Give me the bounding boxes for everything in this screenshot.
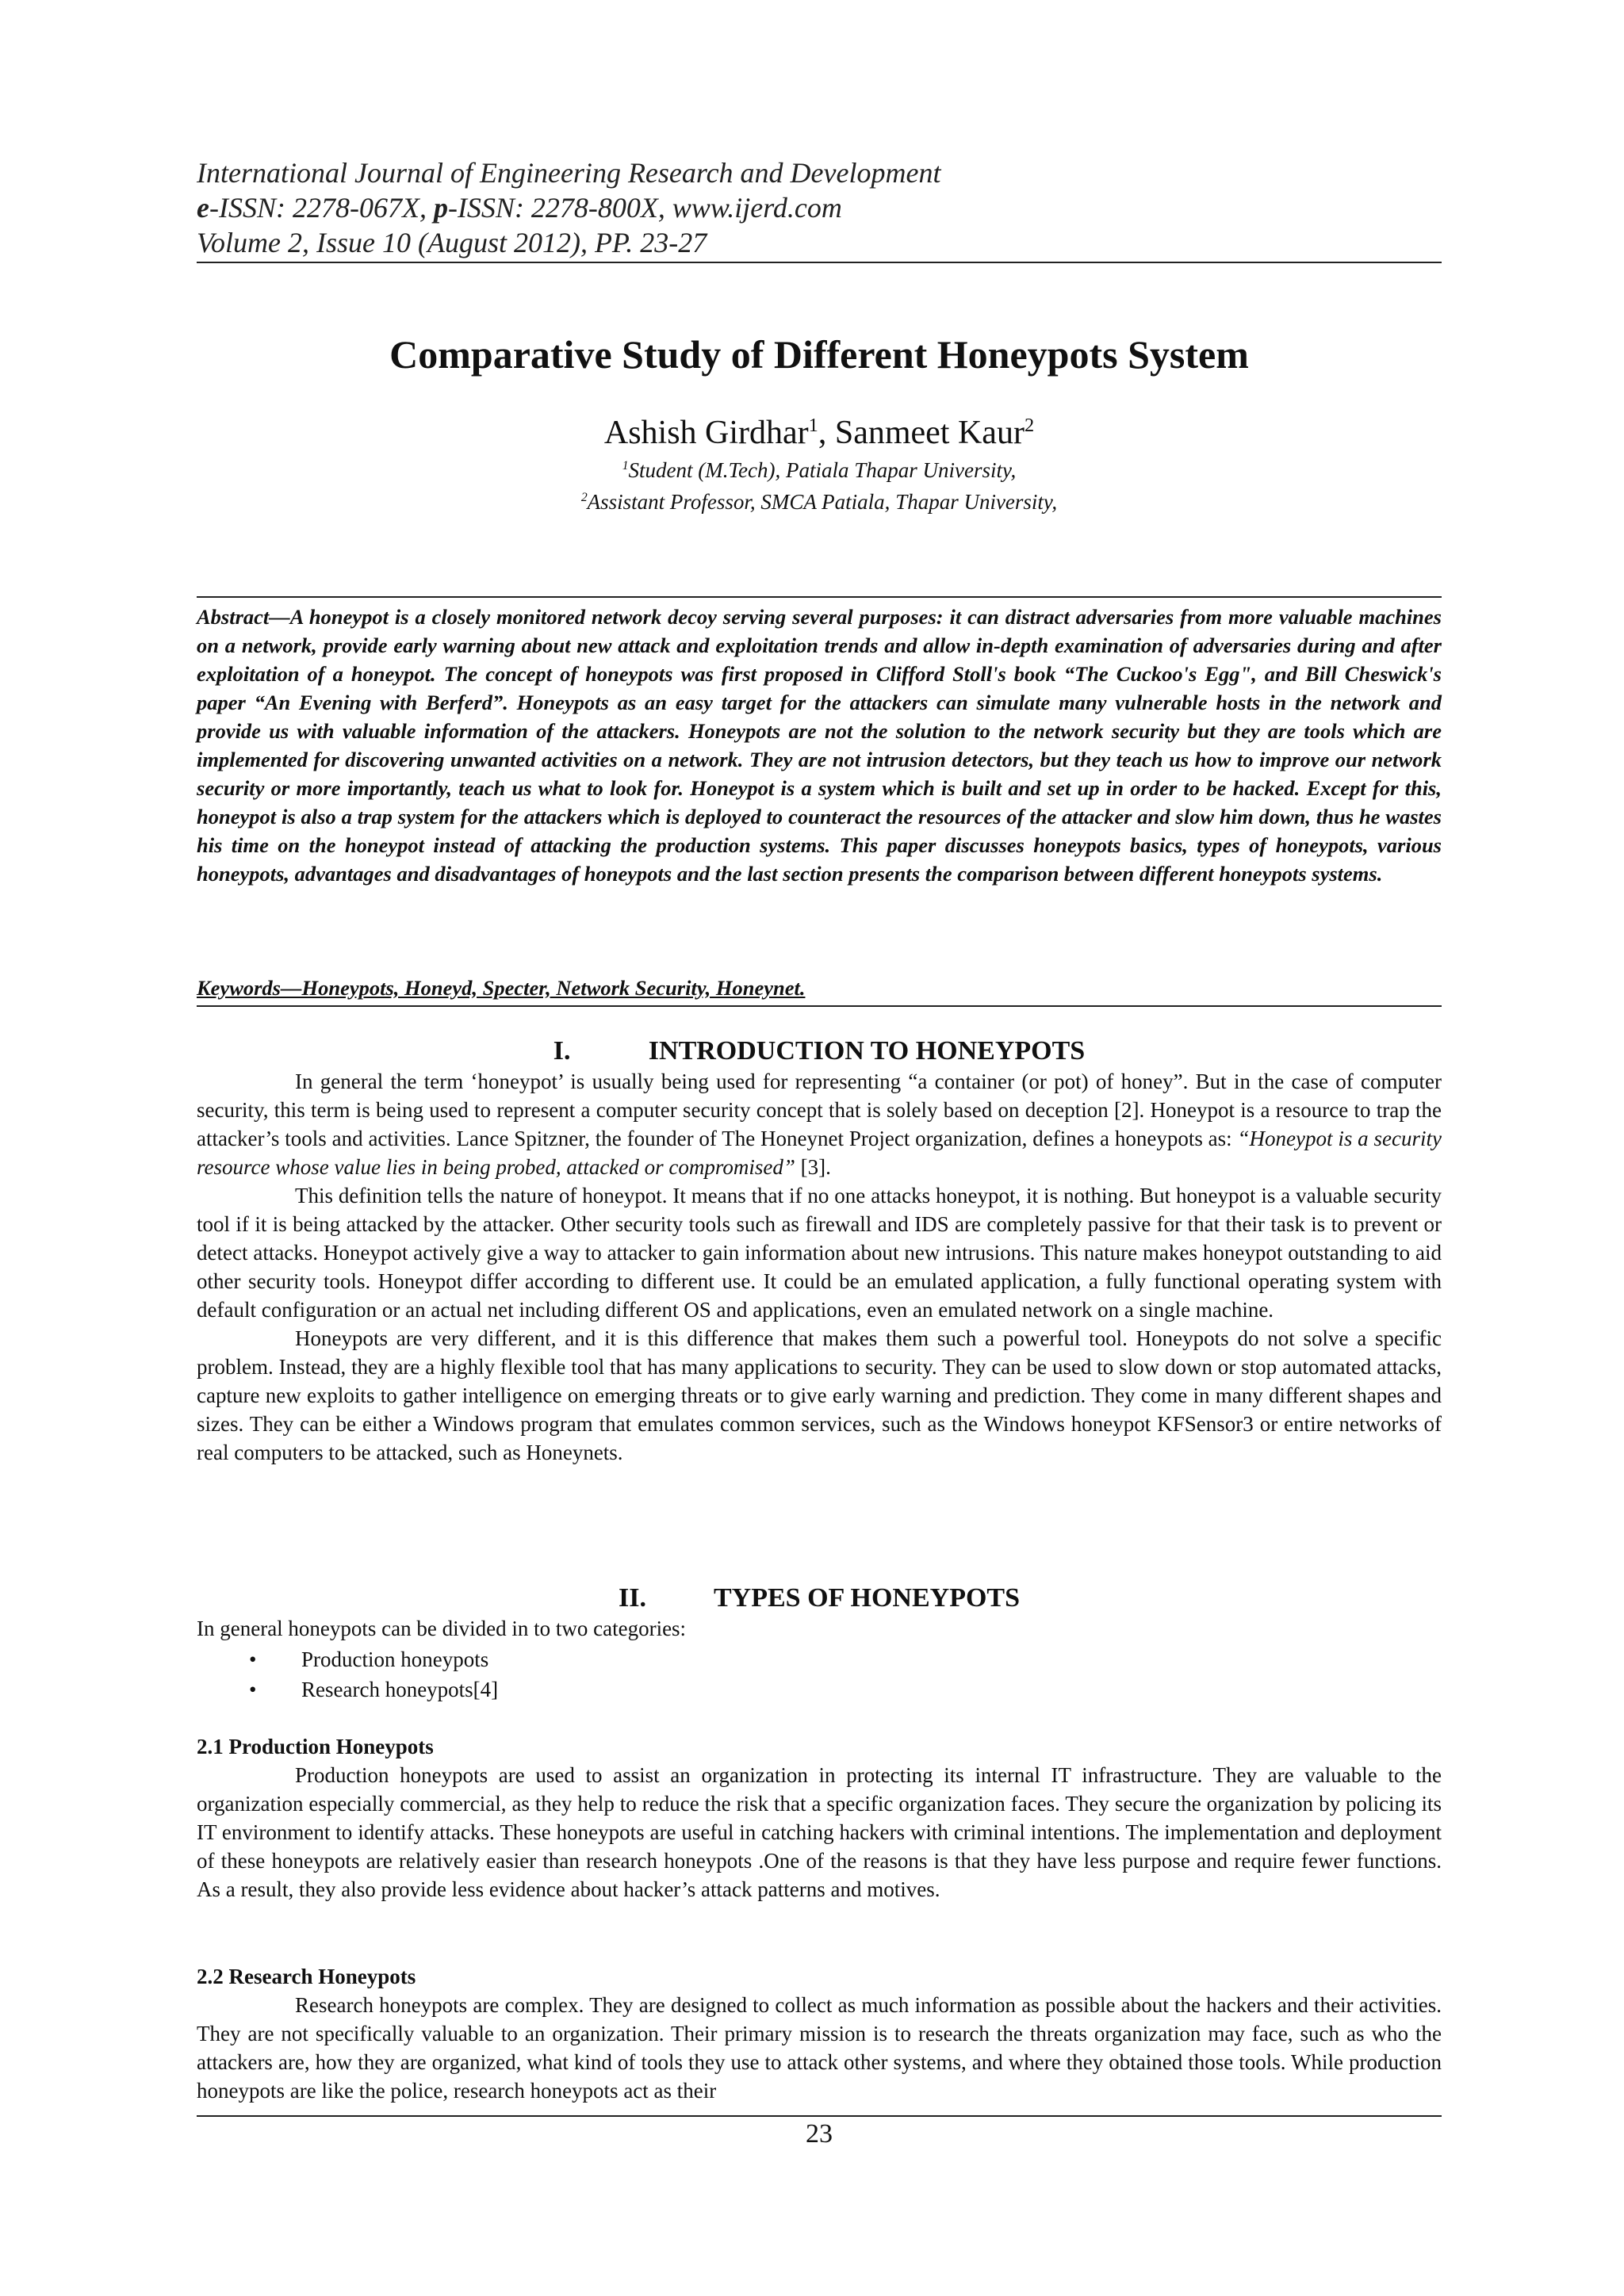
types-list (249, 1644, 1359, 1705)
section-1-paragraph-2: This definition tells the nature of honeypot. It means that if no one attacks honeypot, it is nothing. But honeypot is a valuable security tool if it is being attacked by the attacker. Other security tools such as firewall and IDS are completely passive for that their task is to prevent or detect attacks. Honeypot actively give a way to attacker to gain information about new intrusions. This nature makes honeypot outstanding to aid other security tools. Honeypot differ according to different use. It could be an emulated application, a fully functional operating system with default configuration or an actual net including different OS and applications, even an emulated network on a single machine. (197, 1184, 1442, 1322)
journal-name: International Journal of Engineering Research and Development (197, 157, 941, 189)
section-1-heading: I. INTRODUCTION TO HONEYPOTS (553, 1036, 1086, 1066)
keywords-rule (197, 1005, 1442, 1007)
author-line: Ashish Girdhar$^1$, Sanmeet Kaur$^2$ (603, 415, 1035, 451)
header-rule (197, 262, 1442, 263)
subsection-2-2-heading: 2.2 Research Honeypots (197, 1965, 416, 1988)
affiliation-2: $^2$Assistant Professor, SMCA Patiala, Thapar University, (580, 490, 1058, 514)
keywords-line: Keywords—Honeypots, Honeyd, Specter, Network Security, Honeynet. (197, 976, 806, 1000)
footer-rule (197, 2115, 1442, 2117)
section-1-body (197, 1067, 1442, 1467)
subsection-2-1-heading: 2.1 Production Honeypots (197, 1735, 434, 1758)
section-1-paragraph-1: In general the term ‘honeypot’ is usually being used for representing “a container (or pot) of honey”. But in the case of computer security, this term is being used to represent a computer security concept that is solely based on deception [2]. Honeypot is a resource to trap the attacker’s tools and activities. Lance Spitzner, the founder of The Honeynet Project organization, defines a honeypots as: “Honeypot is a security resource whose value lies in being probed, attacked or compromised” [3]. (197, 1070, 1442, 1179)
paper-title: Comparative Study of Different Honeypots System (389, 332, 1249, 377)
journal-volume: Volume 2, Issue 10 (August 2012), PP. 23-27 (197, 227, 707, 258)
section-2-heading: II. TYPES OF HONEYPOTS (618, 1583, 1021, 1613)
section-2-intro: In general honeypots can be divided in to two categories: (197, 1617, 687, 1640)
author-2: Sanmeet Kaur (834, 415, 1025, 451)
subsection-2-2-body: Research honeypots are complex. They are designed to collect as much information as possible about the hackers and their activities. They are not specifically valuable to an organization. Their primary mission is to research the threats organization may face, such as who the attackers are, how they are organized, what kind of tools they use to attack other systems, and where they obtained those tools. While production honeypots are like the police, research honeypots act as their (197, 1993, 1442, 2103)
paper-page (197, 0, 1442, 2296)
list-item: • Research honeypots[4] (249, 1678, 499, 1701)
abstract-text: Abstract—A honeypot is a closely monitored network decoy serving several purposes: it can distract adversaries from more valuable machines on a network, provide early warning about new attack and exploitation trends and allow in-depth examination of adversaries during and after exploitation of a honeypot. The concept of honeypots was first proposed in Clifford Stoll's book “The Cuckoo's Egg", and Bill Cheswick's paper “An Evening with Berferd”. Honeypots as an easy target for the attackers can simulate many vulnerable hosts in the network and provide us with valuable information of the attackers. Honeypots are not the solution to the network security but they are tools which are implemented for discovering unwanted activities on a network. They are not intrusion detectors, but they teach us how to improve our network security or more importantly, teach us what to look for. Honeypot is a system which is built and set up in order to be hacked. Except for this, honeypot is also a trap system for the attackers which is deployed to counteract the resources of the attacker and slow him down, thus he wastes his time on the honeypot instead of attacking the production systems. This paper discusses honeypots basics, types of honeypots, various honeypots, advantages and disadvantages of honeypots and the last section presents the comparison between different honeypots systems. (197, 605, 1442, 886)
subsection-2-1-body: Production honeypots are used to assist an organization in protecting its internal IT infrastructure. They are valuable to the organization especially commercial, as they help to reduce the risk that a specific organization faces. They secure the organization by policing its IT environment to identify attacks. These honeypots are useful in catching hackers with criminal intentions. The implementation and deployment of these honeypots are relatively easier than research honeypots .One of the reasons is that they have less purpose and require fewer functions. As a result, they also provide less evidence about hacker’s attack patterns and motives. (197, 1763, 1442, 1901)
page-number: 23 (806, 2119, 833, 2149)
list-item: • Production honeypots (249, 1647, 489, 1671)
journal-issn: e-ISSN: 2278-067X, p-ISSN: 2278-800X, www.ijerd.com (197, 192, 842, 224)
abstract-top-rule (197, 596, 1442, 598)
author-1: Ashish Girdhar (603, 415, 809, 451)
section-1-paragraph-3: Honeypots are very different, and it is this difference that makes them such a powerful tool. Honeypots do not solve a specific problem. Instead, they are a highly flexible tool that has many applications to security. They can be used to slow down or stop automated attacks, capture new exploits to gather intelligence on emerging threats or to give early warning and prediction. They come in many different shapes and sizes. They can be either a Windows program that emulates common services, such as the Windows honeypot KFSensor3 or entire networks of real computers to be attacked, such as Honeynets. (197, 1326, 1442, 1464)
journal-header (197, 155, 1442, 260)
affiliation-1: $^1$Student (M.Tech), Patiala Thapar University, (622, 458, 1017, 482)
